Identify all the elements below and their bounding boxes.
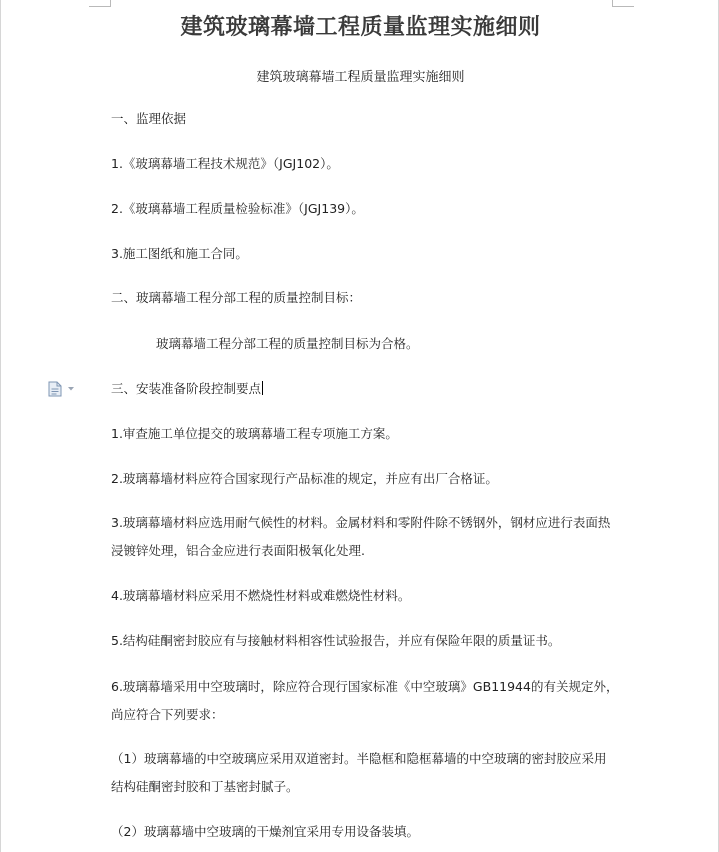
paragraph: 3.施工图纸和施工合同。 — [111, 246, 248, 261]
section-heading-target: 二、玻璃幕墙工程分部工程的质量控制目标： — [111, 290, 362, 305]
document-title: 建筑玻璃幕墙工程质量监理实施细则 — [180, 14, 541, 40]
paragraph: 结构硅酮密封胶和丁基密封腻子。 — [111, 779, 299, 794]
paragraph: 玻璃幕墙工程分部工程的质量控制目标为合格。 — [156, 336, 419, 351]
section-heading-basis: 一、监理依据 — [111, 111, 187, 126]
paragraph: 2.玻璃幕墙材料应符合国家现行产品标准的规定，并应有出厂合格证。 — [111, 471, 498, 486]
paragraph: 5.结构硅酮密封胶应有与接触材料相容性试验报告，并应有保险年限的质量证书。 — [111, 633, 561, 648]
section-heading-preparation — [111, 381, 263, 397]
text-cursor — [262, 381, 263, 395]
paragraph: 4.玻璃幕墙材料应采用不燃烧性材料或难燃烧性材料。 — [111, 588, 411, 603]
caret-down-icon — [66, 385, 76, 393]
document-subtitle: 建筑玻璃幕墙工程质量监理实施细则 — [256, 70, 465, 85]
paragraph-options-button[interactable] — [48, 380, 78, 398]
paragraph: （1）玻璃幕墙的中空玻璃应采用双道密封。半隐框和隐框幕墙的中空玻璃的密封胶应采用 — [111, 751, 607, 766]
paragraph: （2）玻璃幕墙中空玻璃的干燥剂宜采用专用设备装填。 — [111, 824, 419, 839]
paragraph-text: 三、安装准备阶段控制要点 — [111, 381, 262, 396]
crop-mark — [110, 0, 111, 7]
crop-mark — [89, 6, 111, 7]
paragraph: 1.《玻璃幕墙工程技术规范》（JGJ102）。 — [111, 156, 339, 171]
paragraph: 2.《玻璃幕墙工程质量检验标准》（JGJ139）。 — [111, 201, 364, 216]
paragraph: 3.玻璃幕墙材料应选用耐气候性的材料。金属材料和零附件除不锈钢外，钢材应进行表面热 — [111, 515, 611, 530]
paragraph: 6.玻璃幕墙采用中空玻璃时，除应符合现行国家标准《中空玻璃》GB11944的有关规定外， — [111, 679, 619, 694]
paragraph: 尚应符合下列要求： — [111, 707, 224, 722]
paragraph: 1.审查施工单位提交的玻璃幕墙工程专项施工方案。 — [111, 426, 398, 441]
crop-mark — [612, 6, 634, 7]
paragraph: 浸镀锌处理，铝合金应进行表面阳极氧化处理. — [111, 543, 365, 558]
crop-mark — [612, 0, 613, 7]
document-icon — [48, 381, 62, 397]
